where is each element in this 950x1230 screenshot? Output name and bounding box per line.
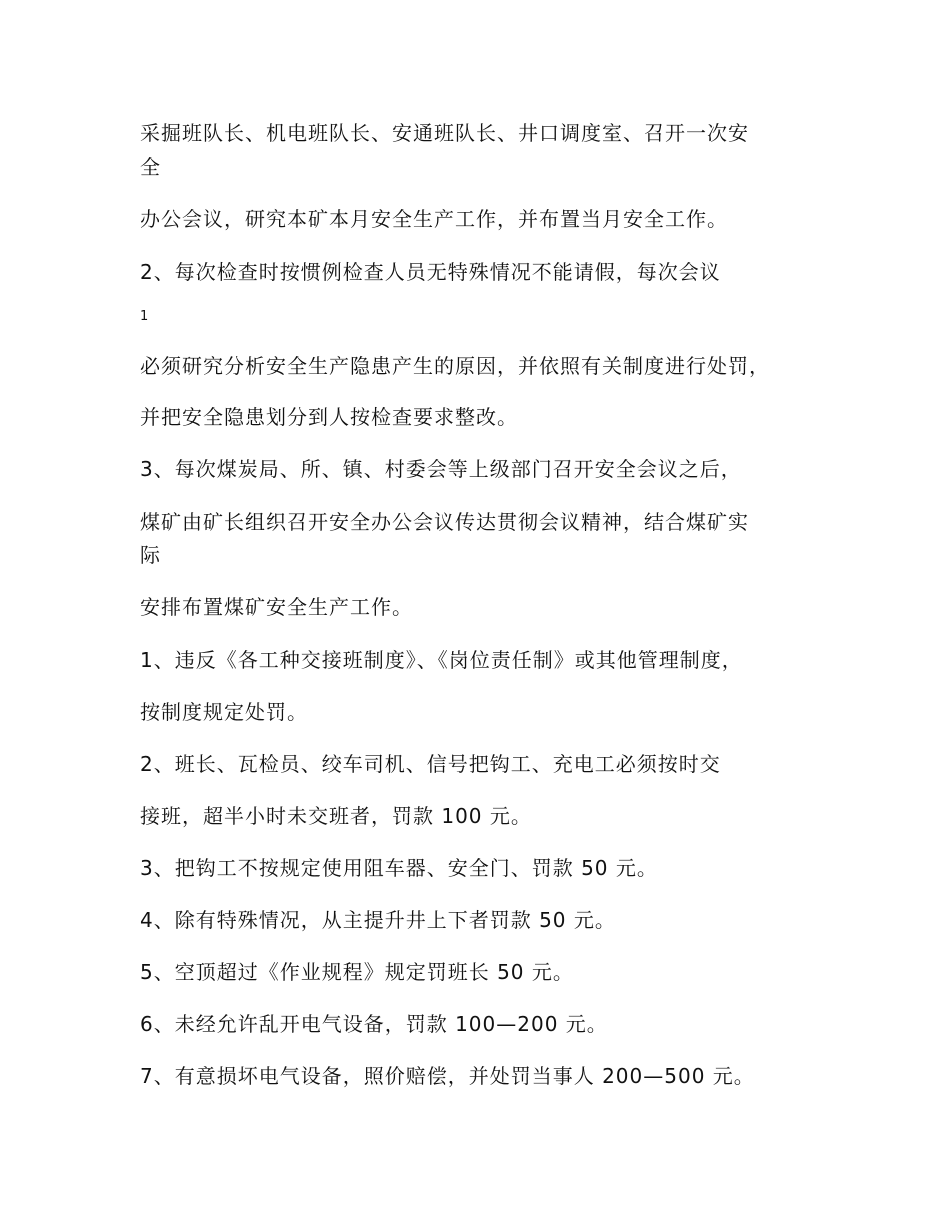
text-line: 3、每次煤炭局、所、镇、村委会等上级部门召开安全会议之后，: [140, 457, 742, 481]
text-line: 6、未经允许乱开电气设备，罚款 100—200 元。: [140, 1012, 608, 1036]
text-line: 际: [140, 543, 161, 567]
text-line: 采掘班队长、机电班队长、安通班队长、井口调度室、召开一次安: [140, 121, 749, 145]
text-line: 按制度规定处罚。: [140, 700, 308, 724]
text-line: 7、有意损坏电气设备，照价赔偿，并处罚当事人 200—500 元。: [140, 1064, 755, 1088]
text-line: 2、班长、瓦检员、绞车司机、信号把钩工、充电工必须按时交: [140, 752, 721, 776]
text-line: 全: [140, 155, 161, 179]
text-line: 必须研究分析安全生产隐患产生的原因，并依照有关制度进行处罚，: [140, 354, 770, 378]
text-line: 5、空顶超过《作业规程》规定罚班长 50 元。: [140, 960, 574, 984]
text-line: 煤矿由矿长组织召开安全办公会议传达贯彻会议精神，结合煤矿实: [140, 510, 749, 534]
page-number: 1: [140, 309, 149, 324]
text-line: 安排布置煤矿安全生产工作。: [140, 595, 413, 619]
text-line: 4、除有特殊情况，从主提升井上下者罚款 50 元。: [140, 908, 616, 932]
text-line: 办公会议，研究本矿本月安全生产工作，并布置当月安全工作。: [140, 207, 728, 231]
text-line: 2、每次检查时按惯例检查人员无特殊情况不能请假，每次会议: [140, 260, 721, 284]
text-line: 并把安全隐患划分到人按检查要求整改。: [140, 405, 518, 429]
text-line: 1、违反《各工种交接班制度》、《岗位责任制》或其他管理制度，: [140, 648, 743, 672]
text-line: 3、把钩工不按规定使用阻车器、安全门、罚款 50 元。: [140, 856, 658, 880]
text-line: 接班，超半小时未交班者，罚款 100 元。: [140, 804, 532, 828]
